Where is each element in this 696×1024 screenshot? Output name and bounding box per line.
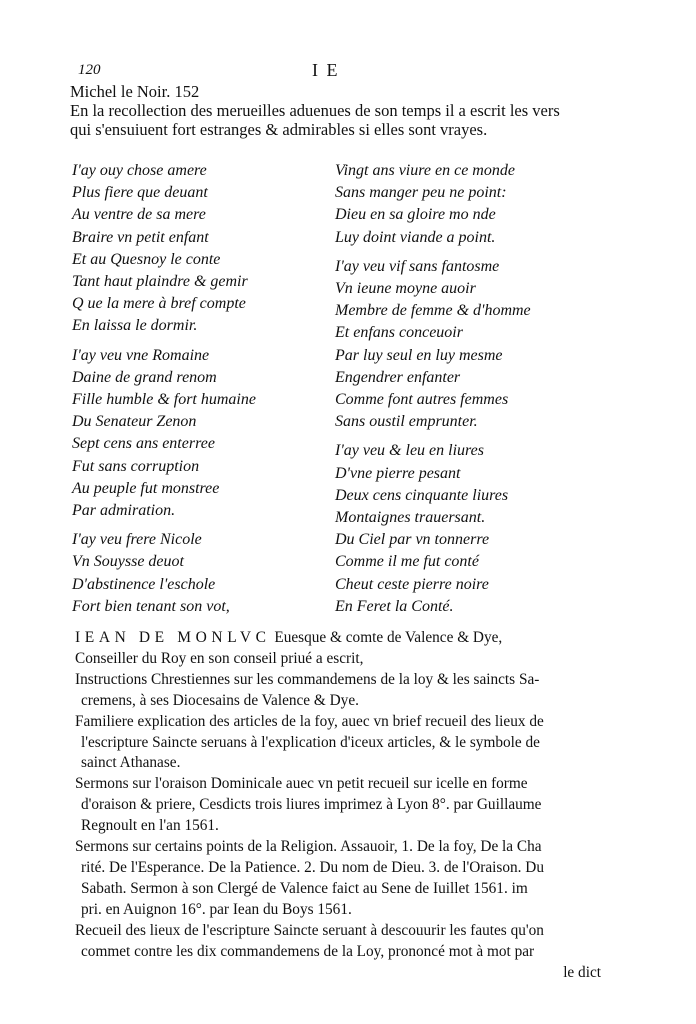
- verse-line: Cheut ceste pierre noire: [335, 575, 489, 593]
- verse-line: Engendrer enfanter: [335, 368, 461, 386]
- verse-line: Comme il me fut conté: [335, 553, 479, 571]
- verse-line: D'abstinence l'eschole: [72, 575, 216, 593]
- section-heading: [75, 628, 615, 649]
- verse-line: Fort bien tenant son vot,: [72, 597, 230, 615]
- verse-line: Tant haut plaindre & gemir: [72, 273, 248, 291]
- verse-line: Plus fiere que deuant: [72, 184, 208, 202]
- entry-line: sainct Athanase.: [81, 754, 181, 772]
- bibliography-section: [75, 628, 615, 983]
- verse-line: Membre de femme & d'homme: [335, 302, 531, 320]
- verse-line: Du Ciel par vn tonnerre: [335, 531, 490, 549]
- poem-left-column: [72, 160, 322, 625]
- verse-line: I'ay veu vne Romaine: [72, 346, 210, 364]
- entry-line: Sermons sur l'oraison Dominicale auec vn petit recueil sur icelle en forme: [75, 775, 528, 793]
- entry-line: commet contre les dix commandemens de la Loy, prononcé mot à mot par: [81, 942, 535, 960]
- entry-line: l'escripture Saincte seruans à l'explication d'iceux articles, & le symbole de: [81, 733, 540, 751]
- verse-line: Braire vn petit enfant: [72, 228, 209, 246]
- entry-line: pri. en Auignon 16°. par Iean du Boys 1561.: [81, 900, 352, 918]
- verse-line: I'ay veu vif sans fantosme: [335, 257, 500, 275]
- verse-line: I'ay ouy chose amere: [72, 162, 207, 179]
- verse-line: Daine de grand renom: [72, 368, 217, 386]
- intro-line: Michel le Noir. 152: [70, 82, 200, 101]
- poem-right-column: [335, 160, 575, 625]
- intro-paragraph: [70, 82, 630, 139]
- verse-line: D'vne pierre pesant: [335, 464, 461, 482]
- stanza: [335, 256, 575, 434]
- stanza: [335, 440, 575, 618]
- verse-line: Fille humble & fort humaine: [72, 391, 256, 409]
- verse-line: En Feret la Conté.: [335, 597, 454, 615]
- entry-line: Recueil des lieux de l'escripture Saincte seruant à descouurir les fautes qu'on: [75, 921, 544, 939]
- intro-line: En la recollection des merueilles aduenues de son temps il a escrit les vers: [70, 101, 560, 120]
- catchword: le dict: [563, 963, 601, 981]
- stanza: [72, 160, 322, 338]
- verse-line: En laissa le dormir.: [72, 317, 198, 335]
- entry-line: Sermons sur certains points de la Religion. Assauoir, 1. De la foy, De la Cha: [75, 838, 542, 856]
- entry-line: Instructions Chrestiennes sur les commandemens de la loy & les saincts Sa-: [75, 670, 540, 688]
- verse-line: Montaignes trauersant.: [335, 509, 486, 527]
- author-name: IEAN DE MONLVC: [75, 629, 271, 646]
- page-number: 120: [78, 62, 101, 78]
- stanza: [72, 529, 322, 618]
- stanza: [72, 345, 322, 523]
- entry-line: cremens, à ses Diocesains de Valence & Dye.: [81, 691, 359, 709]
- intro-line: qui s'ensuiuent fort estranges & admirables si elles sont vrayes.: [70, 120, 488, 139]
- verse-line: Sept cens ans enterree: [72, 435, 215, 453]
- running-title: I E: [312, 60, 340, 80]
- verse-line: Sans manger peu ne point:: [335, 184, 507, 202]
- entry-line: rité. De l'Esperance. De la Patience. 2. Du nom de Dieu. 3. de l'Oraison. Du: [81, 858, 544, 876]
- verse-line: Dieu en sa gloire mo nde: [335, 206, 496, 224]
- verse-line: Sans oustil emprunter.: [335, 413, 478, 431]
- verse-line: Par luy seul en luy mesme: [335, 346, 503, 364]
- author-title: Euesque & comte de Valence & Dye,: [270, 629, 503, 646]
- entry-line: Conseiller du Roy en son conseil priué a escrit,: [75, 649, 364, 667]
- stanza: [335, 160, 575, 249]
- verse-line: Fut sans corruption: [72, 457, 200, 475]
- entry-line: Familiere explication des articles de la foy, auec vn brief recueil des lieux de: [75, 712, 544, 730]
- verse-line: Du Senateur Zenon: [72, 413, 197, 431]
- verse-line: Comme font autres femmes: [335, 391, 509, 409]
- verse-line: Q ue la mere à bref compte: [72, 295, 246, 313]
- verse-line: I'ay veu frere Nicole: [72, 531, 202, 549]
- verse-line: Luy doint viande a point.: [335, 228, 496, 246]
- entry-line: Sabath. Sermon à son Clergé de Valence faict au Sene de Iuillet 1561. im: [81, 879, 528, 897]
- verse-line: Vn Souysse deuot: [72, 553, 184, 571]
- verse-line: Et enfans conceuoir: [335, 324, 463, 342]
- verse-line: I'ay veu & leu en liures: [335, 442, 484, 460]
- verse-line: Vingt ans viure en ce monde: [335, 162, 515, 179]
- entry-line: d'oraison & priere, Cesdicts trois liures imprimez à Lyon 8°. par Guillaume: [81, 796, 542, 814]
- entry-line: Regnoult en l'an 1561.: [81, 817, 219, 835]
- verse-line: Et au Quesnoy le conte: [72, 250, 221, 268]
- verse-line: Par admiration.: [72, 502, 176, 520]
- verse-line: Au peuple fut monstree: [72, 479, 220, 497]
- verse-line: Vn ieune moyne auoir: [335, 280, 476, 298]
- verse-line: Deux cens cinquante liures: [335, 486, 509, 504]
- verse-line: Au ventre de sa mere: [72, 206, 206, 224]
